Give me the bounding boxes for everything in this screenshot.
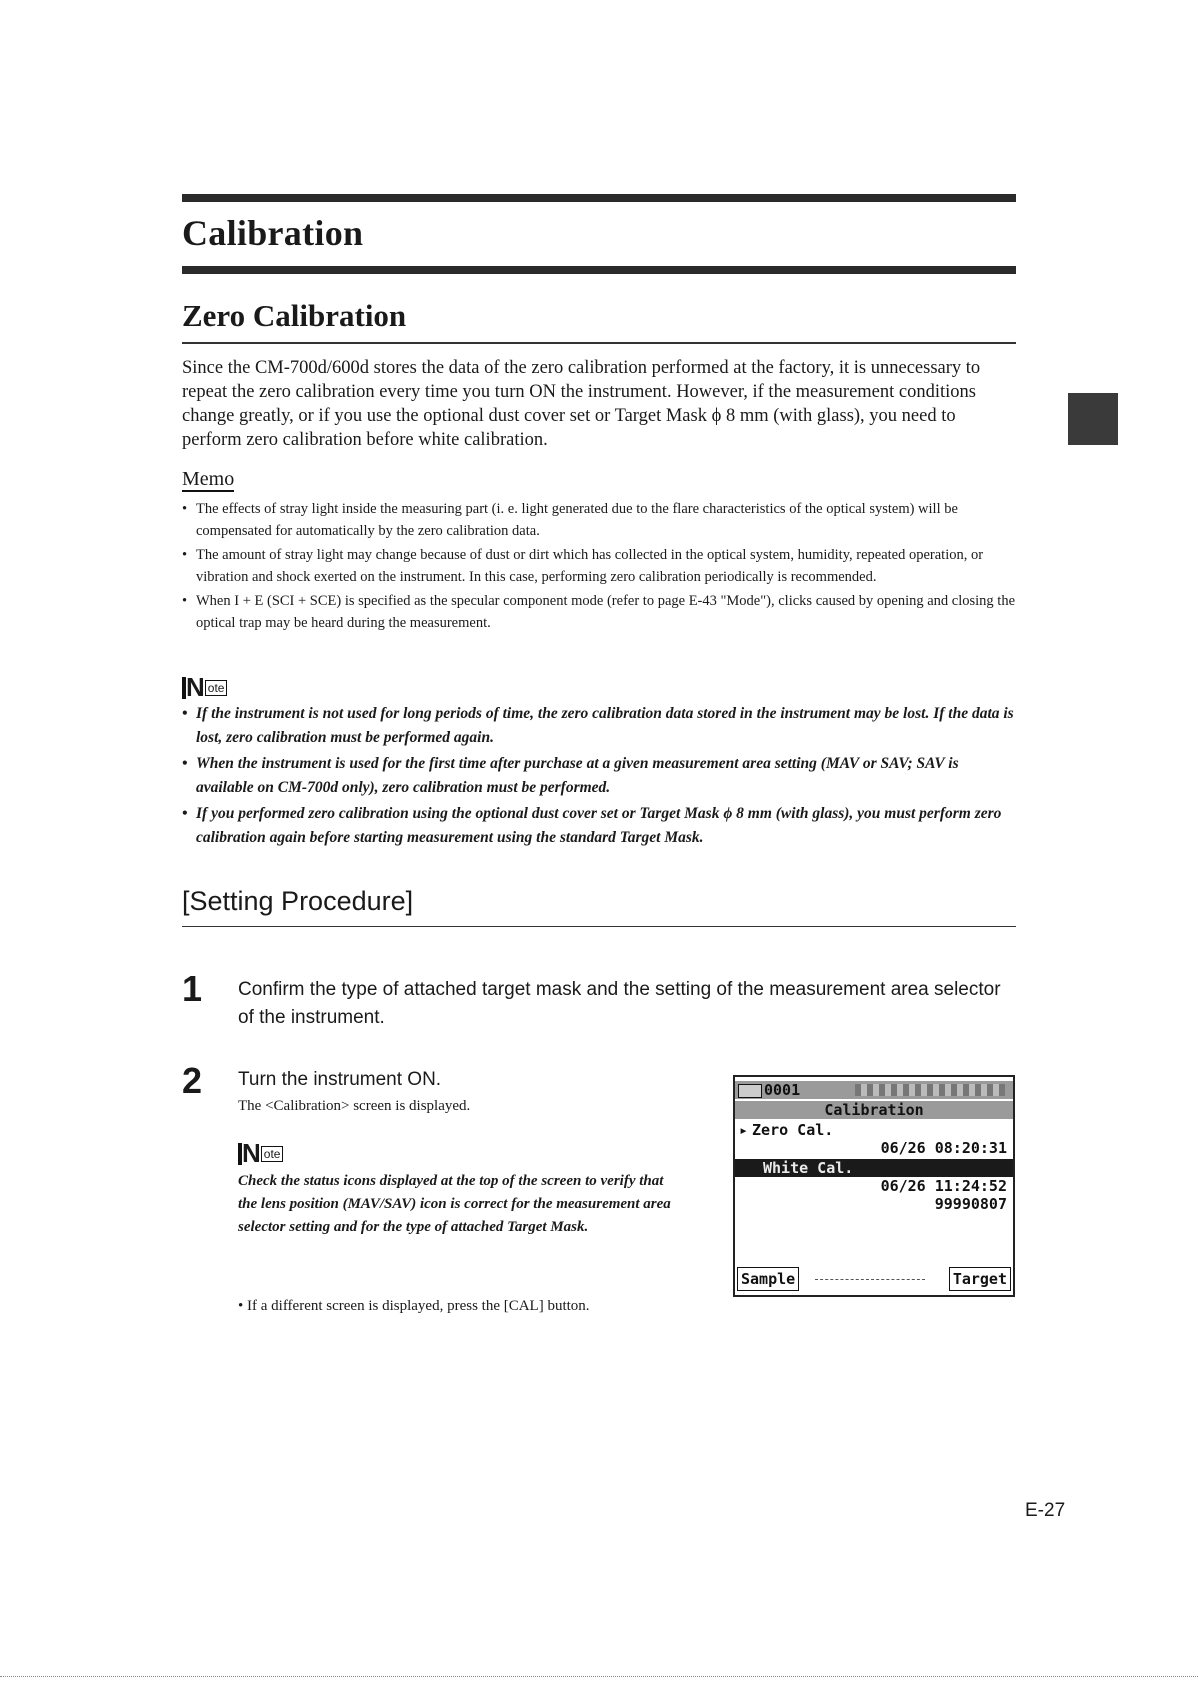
- list-item: • When the instrument is used for the first time after purchase at a given measurement area setting (MAV or SAV; SAV is available on CM-700d only), zero calibration must be performed.: [182, 752, 1020, 800]
- title-rule-top: [182, 194, 1016, 202]
- bullet-dot: •: [238, 1298, 248, 1314]
- lcd-zero-time-row: [735, 1139, 1013, 1157]
- target-button[interactable]: Target: [949, 1267, 1011, 1291]
- note-label-letter: N: [186, 672, 205, 702]
- note-label-letter: N: [242, 1138, 261, 1168]
- memo-label-text: Memo: [182, 468, 235, 490]
- list-item: • When I + E (SCI + SCE) is specified as the specular component mode (refer to page E-43 "Mode"), clicks caused by opening and closing the optical trap may be heard during the measurement.: [182, 590, 1020, 634]
- status-icons: [855, 1084, 1005, 1096]
- step-note: Check the status icons displayed at the top of the screen to verify that the lens position (MAV/SAV) icon is correct for the measurement area selector setting and for the type of attached Target Mask.: [238, 1173, 671, 1235]
- lens-icon: [738, 1084, 762, 1098]
- lcd-white-row[interactable]: [735, 1159, 1013, 1177]
- lcd-zero-row: [735, 1121, 1013, 1139]
- step-text: Turn the instrument ON.: [238, 1069, 442, 1090]
- step-bullet: [238, 1298, 590, 1315]
- lcd-serial: 99990807: [934, 1195, 1007, 1213]
- list-item: • The amount of stray light may change because of dust or dirt which has collected in the optical system, humidity, repeated operation, or vibration and shock exerted on the instrument. In this case, performing zero calibration periodically is recommended.: [182, 544, 1020, 588]
- intro-paragraph: Since the CM-700d/600d stores the data of the zero calibration performed at the factory, it is unnecessary to repeat the zero calibration every time you turn ON the instrument. However, if the measurement conditions change greatly, or if you use the optional dust cover set or Target Mask ϕ 8 mm (with glass), you need to perform zero calibration before white calibration.: [182, 358, 981, 450]
- lcd-title: Calibration: [824, 1101, 924, 1119]
- procedure-rule: [182, 926, 1016, 927]
- list-item: • If the instrument is not used for long periods of time, the zero calibration data stored in the instrument may be lost. If the data is lost, zero calibration must be performed again.: [182, 702, 1020, 750]
- lcd-header-row: [735, 1081, 1013, 1099]
- step-number: 1: [182, 968, 203, 1009]
- note-label: [182, 672, 227, 703]
- lcd-divider: [815, 1279, 925, 1280]
- lcd-white-label: White Cal.: [763, 1159, 854, 1177]
- step-subtext: The <Calibration> screen is displayed.: [238, 1098, 471, 1114]
- lcd-screen: [733, 1075, 1015, 1297]
- lcd-serial-row: [735, 1195, 1013, 1213]
- zero-cal-icon: ▸: [739, 1121, 749, 1139]
- lcd-title-row: [735, 1101, 1013, 1119]
- step-number: 2: [182, 1060, 203, 1101]
- note-list: [182, 702, 1020, 852]
- lcd-header-number: 0001: [764, 1081, 801, 1099]
- lcd-zero-label: Zero Cal.: [752, 1121, 834, 1139]
- lcd-zero-time: 06/26 08:20:31: [880, 1139, 1007, 1157]
- page-number: E-27: [1025, 1500, 1066, 1521]
- page-title: Calibration: [182, 213, 364, 253]
- bottom-edge: [0, 1676, 1198, 1677]
- memo-label: [182, 468, 234, 491]
- sample-button[interactable]: Sample: [737, 1267, 799, 1291]
- note-label: [238, 1138, 283, 1169]
- step-text: Confirm the type of attached target mask and the setting of the measurement area selector of the instrument.: [238, 979, 1001, 1028]
- list-item: • The effects of stray light inside the measuring part (i. e. light generated due to the flare characteristics of the optical system) will be compensated for automatically by the zero calibration data.: [182, 498, 1020, 542]
- note-label-box: ote: [205, 680, 228, 696]
- title-rule-bottom: [182, 266, 1016, 274]
- list-item: • If you performed zero calibration using the optional dust cover set or Target Mask ϕ 8 mm (with glass), you must perform zero calibration again before starting measurement using the standard Target Mask.: [182, 802, 1020, 850]
- step-bullet-text: If a different screen is displayed, press the [CAL] button.: [247, 1298, 590, 1314]
- note-label-box: ote: [261, 1146, 284, 1162]
- section-rule: [182, 342, 1016, 344]
- chapter-thumb-tab: [1068, 393, 1118, 445]
- memo-list: [182, 498, 1020, 636]
- section-title: Zero Calibration: [182, 298, 407, 333]
- lcd-white-time-row: [735, 1177, 1013, 1195]
- lcd-white-time: 06/26 11:24:52: [880, 1177, 1007, 1195]
- procedure-title: [Setting Procedure]: [182, 886, 414, 916]
